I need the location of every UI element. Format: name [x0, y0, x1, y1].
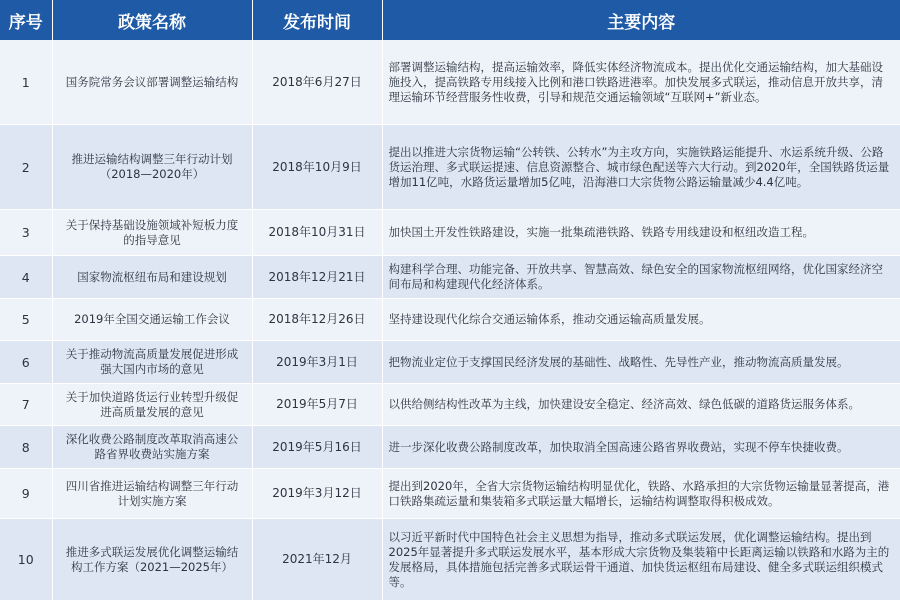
row-date: 2018年6月27日 [252, 40, 382, 125]
row-policy-name: 关于保持基础设施领域补短板力度的指导意见 [52, 210, 252, 256]
row-num: 4 [0, 255, 52, 299]
table-row [0, 519, 900, 601]
row-policy-name: 2019年全国交通运输工作会议 [52, 299, 252, 340]
row-num: 9 [0, 469, 52, 519]
table-row [0, 40, 900, 125]
row-date: 2019年5月7日 [252, 384, 382, 425]
row-date: 2018年10月31日 [252, 210, 382, 256]
row-content: 部署调整运输结构，提高运输效率，降低实体经济物流成本。提出优化交通运输结构，加大基础设施投入，提高铁路专用线接入比例和港口铁路进港率。加快发展多式联运，推动信息开放共享，清理运输环节经营服务性收费，引导和规范交通运输领域“互联网+”新业态。 [382, 40, 900, 125]
row-num: 2 [0, 125, 52, 210]
row-date: 2019年5月16日 [252, 425, 382, 469]
row-date: 2018年12月26日 [252, 299, 382, 340]
row-num: 6 [0, 340, 52, 384]
row-date: 2018年10月9日 [252, 125, 382, 210]
table-row [0, 425, 900, 469]
row-date: 2019年3月1日 [252, 340, 382, 384]
row-policy-name: 推进多式联运发展优化调整运输结构工作方案（2021—2025年） [52, 519, 252, 601]
row-policy-name: 国家物流枢纽布局和建设规划 [52, 255, 252, 299]
row-content: 构建科学合理、功能完备、开放共享、智慧高效、绿色安全的国家物流枢纽网络，优化国家经济空间布局和构建现代化经济体系。 [382, 255, 900, 299]
row-content: 提出以推进大宗货物运输“公转铁、公转水”为主攻方向，实施铁路运能提升、水运系统升级、公路货运治理、多式联运提速、信息资源整合、城市绿色配送等六大行动。到2020年，全国铁路货运量增加11亿吨，水路货运量增加5亿吨，沿海港口大宗货物公路运输量减少4.4亿吨。 [382, 125, 900, 210]
row-content: 坚持建设现代化综合交通运输体系，推动交通运输高质量发展。 [382, 299, 900, 340]
row-num: 8 [0, 425, 52, 469]
row-content: 以习近平新时代中国特色社会主义思想为指导，推动多式联运发展，优化调整运输结构。提出到2025年显著提升多式联运发展水平，基本形成大宗货物及集装箱中长距离运输以铁路和水路为主的发展格局，具体措施包括完善多式联运骨干通道、加快货运枢纽布局建设、健全多式联运组织模式等。 [382, 519, 900, 601]
table-row [0, 125, 900, 210]
row-policy-name: 关于加快道路货运行业转型升级促进高质量发展的意见 [52, 384, 252, 425]
row-num: 3 [0, 210, 52, 256]
row-date: 2018年12月21日 [252, 255, 382, 299]
header-content: 主要内容 [382, 0, 900, 40]
row-policy-name: 四川省推进运输结构调整三年行动计划实施方案 [52, 469, 252, 519]
row-content: 提出到2020年，全省大宗货物运输结构明显优化，铁路、水路承担的大宗货物运输量显著提高，港口铁路集疏运量和集装箱多式联运量大幅增长，运输结构调整取得积极成效。 [382, 469, 900, 519]
table-row [0, 299, 900, 340]
row-content: 进一步深化收费公路制度改革，加快取消全国高速公路省界收费站，实现不停车快捷收费。 [382, 425, 900, 469]
header-num: 序号 [0, 0, 52, 40]
table-row [0, 340, 900, 384]
header-row [0, 0, 900, 40]
row-date: 2019年3月12日 [252, 469, 382, 519]
row-policy-name: 推进运输结构调整三年行动计划（2018—2020年） [52, 125, 252, 210]
header-name: 政策名称 [52, 0, 252, 40]
row-content: 把物流业定位于支撑国民经济发展的基础性、战略性、先导性产业，推动物流高质量发展。 [382, 340, 900, 384]
row-date: 2021年12月 [252, 519, 382, 601]
row-num: 5 [0, 299, 52, 340]
row-content: 加快国土开发性铁路建设，实施一批集疏港铁路、铁路专用线建设和枢纽改造工程。 [382, 210, 900, 256]
table-header [0, 0, 900, 40]
row-num: 10 [0, 519, 52, 601]
table-row [0, 384, 900, 425]
table-row [0, 255, 900, 299]
row-policy-name: 深化收费公路制度改革取消高速公路省界收费站实施方案 [52, 425, 252, 469]
row-policy-name: 国务院常务会议部署调整运输结构 [52, 40, 252, 125]
table-row [0, 210, 900, 256]
row-policy-name: 关于推动物流高质量发展促进形成强大国内市场的意见 [52, 340, 252, 384]
row-num: 7 [0, 384, 52, 425]
row-num: 1 [0, 40, 52, 125]
row-content: 以供给侧结构性改革为主线，加快建设安全稳定、经济高效、绿色低碳的道路货运服务体系。 [382, 384, 900, 425]
table-row [0, 469, 900, 519]
header-date: 发布时间 [252, 0, 382, 40]
